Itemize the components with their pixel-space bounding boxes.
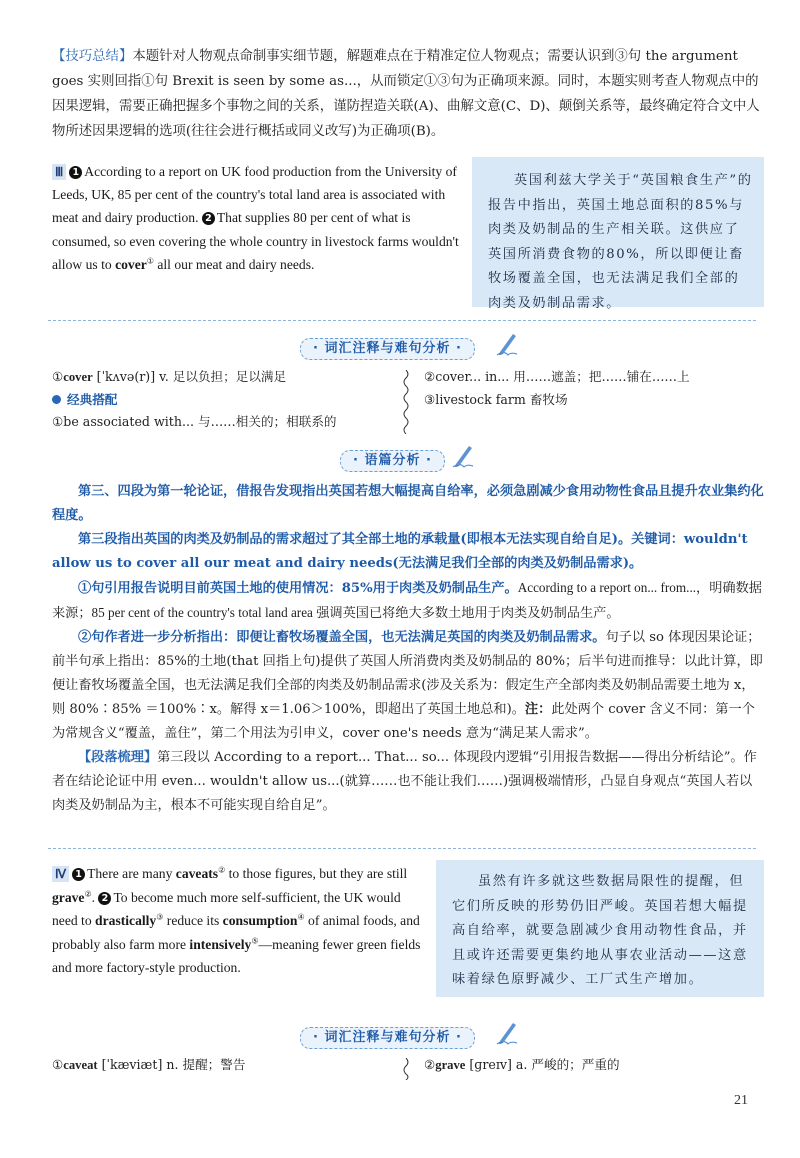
collocation-be-associated: ①be associated with... 与……相关的；相联系的 bbox=[52, 414, 337, 429]
para-number: Ⅳ bbox=[52, 866, 69, 882]
vocab-word: caveat bbox=[63, 1058, 98, 1072]
keyword-caveats: caveats bbox=[175, 866, 219, 881]
keyword-cover: cover bbox=[115, 256, 147, 272]
vocab-number: ① bbox=[52, 1057, 64, 1072]
divider bbox=[48, 320, 756, 321]
summary-text: 第三段以 According to a report... That... so... 体现段内逻辑“引用报告数据——得出分析结论”。作者在结论论证中用 even... wouldn't allow us...(就算……也不能让我们……)强调极端情形，凸显自身观点“英国人若以肉类及奶制品为主，根本不可能实现自给自足”。 bbox=[52, 750, 757, 813]
para4-text: of animal foods, and probably also farm more bbox=[52, 913, 420, 952]
tip-summary bbox=[52, 44, 764, 144]
analysis-sentence1-detail: According to a report on... from...，明确数据来源；85 per cent of the country's total land area 强调英国已将绝大多数土地用于肉类及奶制品生产。 bbox=[52, 580, 762, 620]
collocation-title bbox=[52, 389, 392, 412]
para4-text: . bbox=[91, 889, 96, 905]
vocab-number: ② bbox=[424, 1057, 436, 1072]
analysis-sentence2-key: ②句作者进一步分析指出：即便让畜牧场覆盖全国，也无法满足英国的肉类及奶制品需求。 bbox=[78, 630, 606, 645]
sentence-marker-2: 2 bbox=[98, 892, 111, 905]
pen-icon bbox=[496, 1019, 518, 1045]
pen-icon bbox=[496, 330, 518, 356]
section-title-vocab: · 词汇注释与难句分析 · bbox=[300, 1027, 475, 1049]
vocab-number: ① bbox=[52, 369, 64, 384]
section-vocab-label: 词汇注释与难句分析 bbox=[324, 1030, 451, 1045]
sentence-marker-1: 1 bbox=[69, 166, 82, 179]
analysis-overview: 第三、四段为第一轮论证，借报告发现指出英国若想大幅提高自给率，必须急剧减少食用动物性食品且提升农业集约化程度。 bbox=[52, 484, 764, 523]
para4-text: There are many bbox=[87, 866, 173, 881]
vocab-entry-livestock-farm: ③livestock farm 畜牧场 bbox=[424, 391, 568, 407]
summary-label: 【段落梳理】 bbox=[78, 750, 158, 765]
tip-text: 本题针对人物观点命制事实细节题，解题难点在于精准定位人物观点；需要认识到③句 the argument goes 实则回指①句 Brexit is seen by some as...，从而锁定①③句为正确项来源。同时，本题实则考查人物观点中的因果逻辑，需要正确把握多个事物之间的关系，谨防捏造关联(A)、曲解文意(C、D)、颠倒关系等，最终确定符合文中人物所述因果逻辑的选项(往往会进行概括或同义改写)为正确项(B)。 bbox=[52, 49, 760, 139]
para-number: Ⅲ bbox=[52, 164, 66, 180]
footnote-mark: ④ bbox=[297, 912, 305, 922]
analysis-para3-main: 第三段指出英国的肉类及奶制品的需求超过了其全部土地的承载量(即根本无法实现自给自足)。关键词：wouldn't allow us to cover all our meat and dairy needs(无法满足我们全部的肉类及奶制品需求)。 bbox=[52, 532, 748, 571]
section-vocab-label: 词汇注释与难句分析 bbox=[324, 341, 451, 356]
passage-para3 bbox=[52, 160, 459, 276]
section-title-vocab: · 词汇注释与难句分析 · bbox=[300, 338, 475, 360]
footnote-mark: ② bbox=[218, 865, 226, 875]
vocab-word: grave bbox=[435, 1058, 466, 1072]
vocab-entry-cover-in: ②cover... in... 用……遮盖；把……铺在……上 bbox=[424, 369, 690, 384]
vocab-entry-grave bbox=[424, 1054, 764, 1077]
pen-icon bbox=[452, 442, 474, 468]
section-title-analysis: · 语篇分析 · bbox=[340, 450, 445, 472]
section-analysis-label: 语篇分析 bbox=[364, 453, 421, 468]
footnote-mark: ① bbox=[146, 256, 154, 266]
spiral-divider-icon bbox=[402, 370, 410, 434]
keyword-grave: grave bbox=[52, 889, 85, 905]
vocab-left bbox=[52, 366, 392, 434]
paragraph-summary bbox=[52, 746, 764, 818]
para3-sentence2a: That supplies 80 per cent of what is consumed, so even covering the whole country in livestock farms wouldn't allow us to bbox=[52, 210, 459, 272]
footnote-mark: ③ bbox=[156, 912, 164, 922]
para4-text: —meaning fewer green fields and more factory-style production. bbox=[52, 936, 421, 975]
translation-para3: 英国利兹大学关于“英国粮食生产”的报告中指出，英国土地总面积的85%与肉类及奶制品的生产相关联。这供应了英国所消费食物的80%，所以即便让畜牧场覆盖全国，也无法满足我们全部的肉类及奶制品需求。 bbox=[488, 173, 753, 311]
vocab-entry-cover bbox=[52, 366, 392, 389]
translation-box-para3 bbox=[472, 157, 764, 311]
para4-text: reduce its bbox=[166, 913, 220, 928]
keyword-intensively: intensively bbox=[189, 936, 252, 952]
keyword-consumption: consumption bbox=[222, 913, 298, 928]
translation-box-para4 bbox=[436, 860, 764, 997]
vocab-entry-caveat bbox=[52, 1054, 392, 1077]
tip-label: 【技巧总结】 bbox=[52, 49, 133, 64]
analysis-sentence1-key: ①句引用报告说明目前英国土地的使用情况：85%用于肉类及奶制品生产。 bbox=[78, 581, 518, 596]
analysis-sentence2 bbox=[52, 626, 764, 746]
vocab-def: [ˈkʌvə(r)] v. 足以负担；足以满足 bbox=[92, 369, 287, 384]
vocab-word: cover bbox=[63, 370, 93, 384]
sentence-marker-1: 1 bbox=[72, 868, 85, 881]
analysis-sentence2-detail: 句子以 so 体现因果论证；前半句承上指出：85%的土地(that 回指上句)提供了英国人所消费肉类及奶制品的 80%；后半句进而推导：以此计算，即便让畜牧场覆盖全国，也无法满足我们全部的肉类及奶制品需求(涉及关系为：假定生产全部肉类及奶制品需要土地为 x，则 80%∶85% ＝100%∶x。解得 x＝1.06＞100%，即超出了英国土地总和)。 bbox=[52, 630, 763, 717]
collocation-title-text: 经典搭配 bbox=[67, 391, 118, 407]
keyword-drastically: drastically bbox=[95, 913, 157, 928]
para4-text: to those figures, but they are still bbox=[228, 866, 408, 881]
footnote-mark: ⑤ bbox=[251, 935, 259, 945]
spiral-divider-icon bbox=[402, 1058, 410, 1080]
page-number: 21 bbox=[734, 1093, 748, 1108]
sentence-marker-2: 2 bbox=[202, 212, 215, 225]
para3-sentence1: According to a report on UK food production from the University of Leeds, UK, 85 per cent of the country's total land area is associated with meat and dairy production. bbox=[52, 164, 457, 226]
passage-para4 bbox=[52, 862, 421, 980]
translation-para4: 虽然有许多就这些数据局限性的提醒，但它们所反映的形势仍旧严峻。英国若想大幅提高自给率，就要急剧减少食用动物性食品，并且或许还需要更集约地从事农业活动——这意味着绿色原野减少、工厂式生产增加。 bbox=[452, 874, 748, 988]
vocab-def: [ˈkæviæt] n. 提醒；警告 bbox=[97, 1057, 246, 1072]
para3-sentence2b: all our meat and dairy needs. bbox=[157, 256, 315, 272]
divider bbox=[48, 848, 756, 849]
analysis-sentence1 bbox=[52, 576, 764, 626]
bullet-icon bbox=[52, 395, 61, 404]
discourse-analysis bbox=[52, 480, 764, 818]
note-label: 注： bbox=[524, 702, 552, 717]
para4-text: To become much more self-sufficient, the UK would need to bbox=[52, 889, 401, 928]
footnote-mark: ② bbox=[84, 888, 92, 898]
vocab-def: [ɡreɪv] a. 严峻的；严重的 bbox=[465, 1057, 620, 1072]
vocab-right bbox=[424, 366, 764, 411]
note-text: 此处两个 cover 含义不同：第一个为常规含义“覆盖，盖住”，第二个用法为引申义，cover one's needs 意为“满足某人需求”。 bbox=[52, 702, 755, 741]
